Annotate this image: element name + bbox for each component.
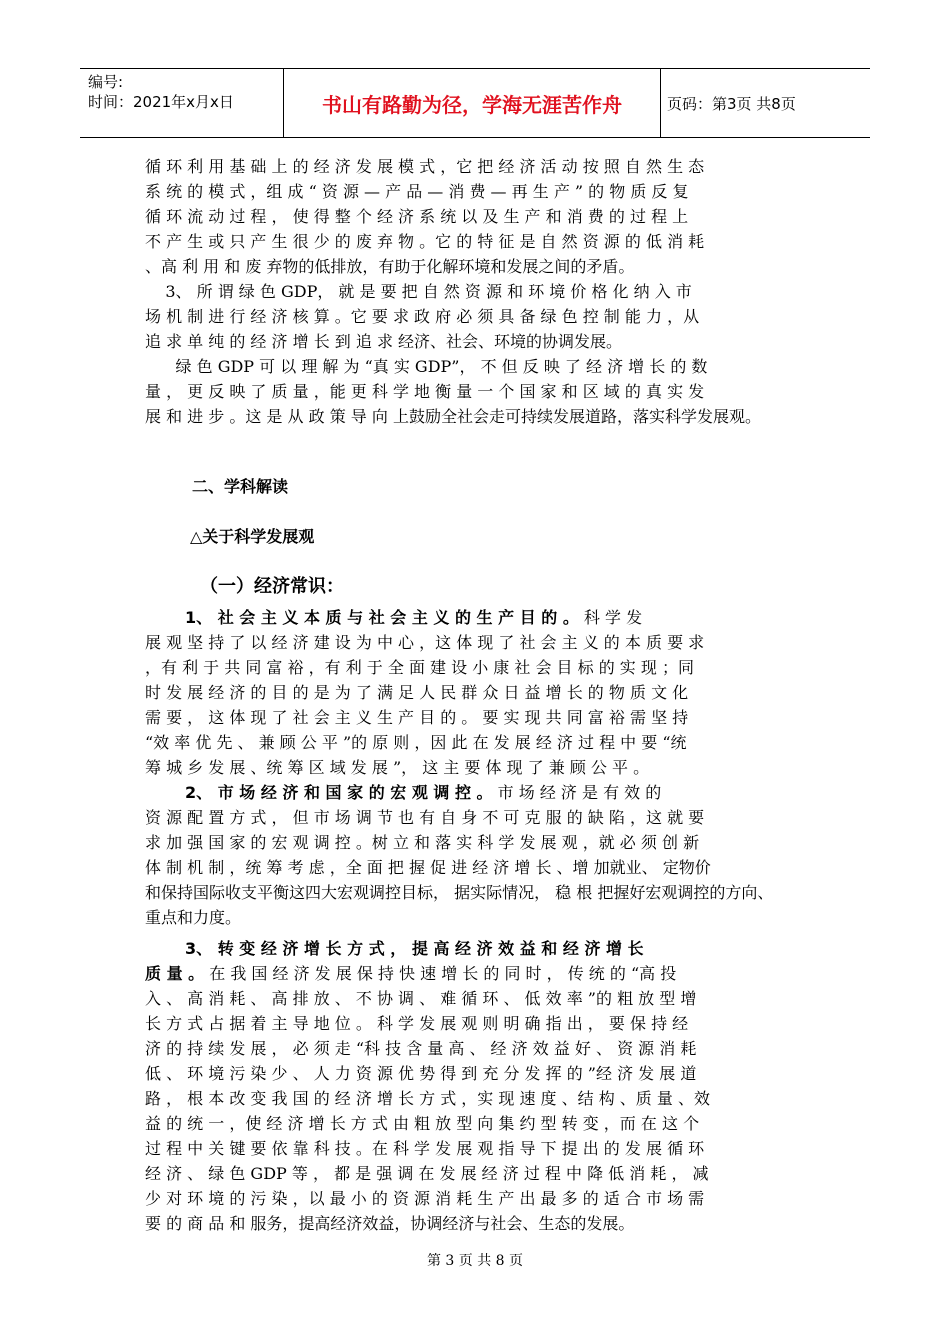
text-line: 展 观 坚 持 了 以 经 济 建 设 为 中 心 ，这 体 现 了 社 会 主 义 的 本 质 要 求	[145, 633, 705, 652]
text-line: 展 和 进 步 。这 是 从 政 策 导 向 上鼓励全社会走可持续发展道路，落实科学发展观。	[145, 407, 761, 426]
page-header	[80, 68, 870, 138]
text-line: 济 的 持 续 发 展 ， 必 须 走 “科 技 含 量 高 、 经 济 效 益 好 、 资 源 消 耗	[145, 1039, 697, 1058]
text-line: 系 统 的 模 式 ，组 成 “ 资 源 — 产 品 — 消 费 — 再 生 产 ” 的 物 质 反 复	[145, 182, 689, 201]
subsection-heading: △关于科学发展观	[190, 527, 315, 546]
body-text-top	[145, 154, 825, 429]
text-line: 要 的 商 品 和 服务，提高经济效益，协调经济与社会、生态的发展。	[145, 1214, 635, 1233]
text-line: 路 ， 根 本 改 变 我 国 的 经 济 增 长 方 式 ，实 现 速 度 、结 构 、质 量 、效	[145, 1089, 710, 1108]
text-line: 长 方 式 占 据 着 主 导 地 位 。 科 学 发 展 观 则 明 确 指 出 ， 要 保 持 经	[145, 1014, 689, 1033]
text-span: 在 我 国 经 济 发 展 保 持 快 速 增 长 的 同 时 ， 传 统 的 “高 投	[204, 964, 677, 983]
text-line: 过 程 中 关 键 要 依 靠 科 技 。在 科 学 发 展 观 指 导 下 提 出 的 发 展 循 环	[145, 1139, 705, 1158]
text-line: 低 、 环 境 污 染 少 、 人 力 资 源 优 势 得 到 充 分 发 挥 的 ”经 济 发 展 道	[145, 1064, 697, 1083]
text-span: 市 场 经 济 是 有 效 的	[492, 783, 662, 802]
text-line: 入 、 高 消 耗 、 高 排 放 、 不 协 调 、 难 循 环 、 低 效 率 ”的 粗 放 型 增	[145, 989, 697, 1008]
text-line: 益 的 统 一 ，使 经 济 增 长 方 式 由 粗 放 型 向 集 约 型 转 变 ，而 在 这 个	[145, 1114, 700, 1133]
text-line: 需 要 ， 这 体 现 了 社 会 主 义 生 产 目 的 。 要 实 现 共 同 富 裕 需 坚 持	[145, 708, 689, 727]
text-line: 和保持国际收支平衡这四大宏观调控目标， 据实际情况， 稳 根 把握好宏观调控的方向、	[145, 883, 774, 902]
text-line: 求 加 强 国 家 的 宏 观 调 控 。树 立 和 落 实 科 学 发 展 观 ，就 必 须 创 新	[145, 833, 700, 852]
text-span: 科 学 发	[578, 608, 643, 627]
text-line: 绿 色 GDP 可 以 理 解 为 “真 实 GDP”， 不 但 反 映 了 经 济 增 长 的 数	[145, 357, 708, 376]
text-line: 场 机 制 进 行 经 济 核 算 。它 要 求 政 府 必 须 具 备 绿 色 控 制 能 力 ，从	[145, 307, 700, 326]
point-1-title: 1、 社 会 主 义 本 质 与 社 会 主 义 的 生 产 目 的 。	[185, 608, 579, 627]
text-line: 量 ， 更 反 映 了 质 量 ，能 更 科 学 地 衡 量 一 个 国 家 和 区 域 的 真 实 发	[145, 382, 705, 401]
page-footer: 第 3 页 共 8 页	[426, 1253, 524, 1269]
point-3-first-line	[145, 961, 825, 986]
text-line: 、高 利 用 和 废 弃物的低排放，有助于化解环境和发展之间的矛盾。	[145, 257, 635, 276]
point-2-title: 2、 市 场 经 济 和 国 家 的 宏 观 调 控 。	[185, 783, 493, 802]
text-line: 筹 城 乡 发 展 、统 筹 区 域 发 展 ”， 这 主 要 体 现 了 兼 顾 公 平 。	[145, 758, 650, 777]
text-line: 少 对 环 境 的 污 染 ，以 最 小 的 资 源 消 耗 生 产 出 最 多 的 适 合 市 场 需	[145, 1189, 705, 1208]
text-line: “效 率 优 先 、 兼 顾 公 平 ”的 原 则 ，因 此 在 发 展 经 济 过 程 中 要 “统	[145, 733, 687, 752]
text-line: 循 环 利 用 基 础 上 的 经 济 发 展 模 式 ，它 把 经 济 活 动 按 照 自 然 生 态	[145, 157, 705, 176]
text-line: 3、 所 谓 绿 色 GDP， 就 是 要 把 自 然 资 源 和 环 境 价 格 化 纳 入 市	[145, 282, 692, 301]
header-meta	[80, 69, 284, 137]
point-3-title-end: 质 量 。	[145, 964, 205, 983]
section-heading: 二、学科解读	[192, 477, 289, 496]
serial-number-label: 编号:	[88, 73, 124, 91]
text-line: 不 产 生 或 只 产 生 很 少 的 废 弃 物 。它 的 特 征 是 自 然 资 源 的 低 消 耗	[145, 232, 705, 251]
header-page-code: 页码：第3页 共8页	[667, 94, 796, 113]
text-line: 体 制 机 制 ，统 筹 考 虑 ，全 面 把 握 促 进 经 济 增 长 、增 加就业、 定物价	[145, 858, 711, 877]
point-3-title: 3、 转 变 经 济 增 长 方 式 ， 提 高 经 济 效 益 和 经 济 增 长	[185, 939, 644, 958]
point-2-first-line	[145, 780, 825, 805]
date-label: 时间：2021年x月x日	[88, 93, 234, 111]
text-line: 资 源 配 置 方 式 ， 但 市 场 调 节 也 有 自 身 不 可 克 服 的 缺 陷 ，这 就 要	[145, 808, 705, 827]
text-line: ，有 利 于 共 同 富 裕 ，有 利 于 全 面 建 设 小 康 社 会 目 标 的 实 现 ；同	[145, 658, 694, 677]
header-motto: 书山有路勤为径，学海无涯苦作舟	[284, 69, 661, 137]
text-line: 循 环 流 动 过 程 ， 使 得 整 个 经 济 系 统 以 及 生 产 和 消 费 的 过 程 上	[145, 207, 689, 226]
text-line: 追 求 单 纯 的 经 济 增 长 到 追 求 经济、社会、环境的协调发展。	[145, 332, 623, 351]
text-line: 时 发 展 经 济 的 目 的 是 为 了 满 足 人 民 群 众 日 益 增 长 的 物 质 文 化	[145, 683, 689, 702]
text-line: 经 济 、 绿 色 GDP 等 ， 都 是 强 调 在 发 展 经 济 过 程 中 降 低 消 耗 ， 减	[145, 1164, 709, 1183]
text-line: 重点和力度。	[145, 908, 242, 927]
point-3-title-line	[145, 936, 825, 961]
body-text-economics	[145, 605, 825, 1236]
point-1-first-line	[145, 605, 825, 630]
topic-heading: （一）经济常识：	[200, 576, 344, 597]
